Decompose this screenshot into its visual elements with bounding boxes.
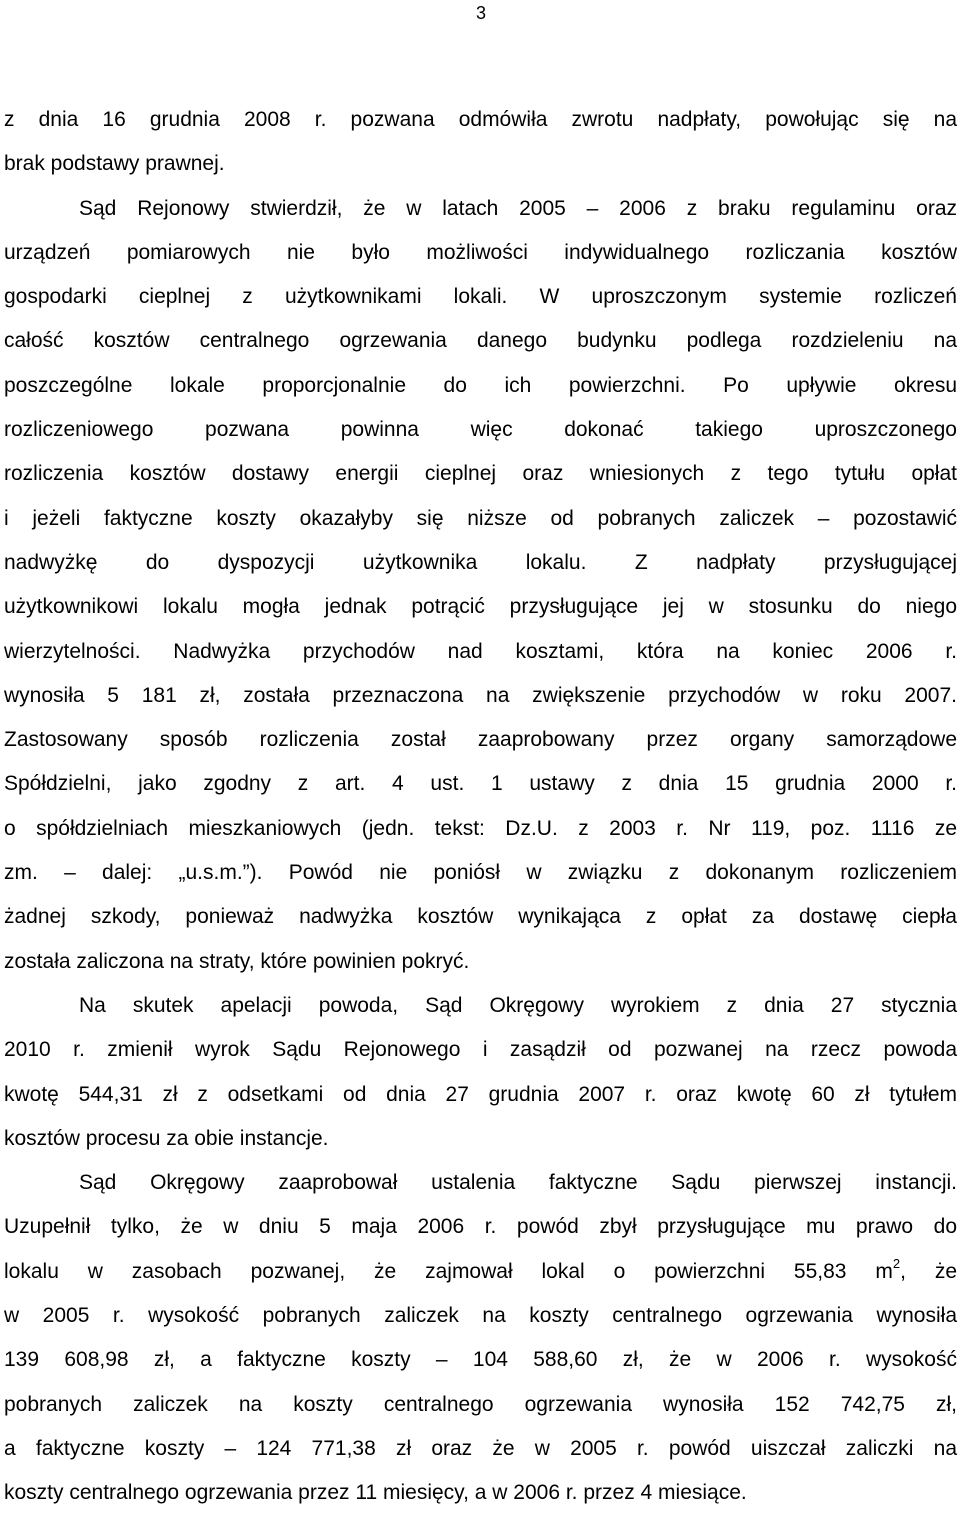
text-line: i jeżeli faktyczne koszty okazałyby się niższe od pobranych zaliczek – pozostawić <box>4 506 957 530</box>
text-line: pobranych zaliczek na koszty centralnego ogrzewania wynosiła 152 742,75 zł, <box>4 1392 957 1416</box>
text-line: gospodarki cieplnej z użytkownikami lokali. W uproszczonym systemie rozliczeń <box>4 285 957 309</box>
text-line: rozliczenia kosztów dostawy energii cieplnej oraz wniesionych z tego tytułu opłat <box>4 462 957 486</box>
text-line: Zastosowany sposób rozliczenia został zaaprobowany przez organy samorządowe <box>4 728 957 752</box>
text-line: poszczególne lokale proporcjonalnie do ich powierzchni. Po upływie okresu <box>4 373 957 397</box>
text-line: wynosiła 5 181 zł, została przeznaczona na zwiększenie przychodów w roku 2007. <box>4 683 957 707</box>
text-line: 139 608,98 zł, a faktyczne koszty – 104 588,60 zł, że w 2006 r. wysokość <box>4 1348 957 1372</box>
paragraph <box>4 1161 957 1515</box>
text-line: żadnej szkody, ponieważ nadwyżka kosztów wynikająca z opłat za dostawę ciepła <box>4 905 957 929</box>
text-line: zm. – dalej: „u.s.m.”). Powód nie poniósł w związku z dokonanym rozliczeniem <box>4 861 957 885</box>
text-line: wierzytelności. Nadwyżka przychodów nad kosztami, która na koniec 2006 r. <box>4 639 957 663</box>
text-line: Sąd Rejonowy stwierdził, że w latach 2005 – 2006 z braku regulaminu oraz <box>79 196 957 220</box>
text-line: koszty centralnego ogrzewania przez 11 miesięcy, a w 2006 r. przez 4 miesiące. <box>4 1481 747 1505</box>
text-line: nadwyżkę do dyspozycji użytkownika lokalu. Z nadpłaty przysługującej <box>4 550 957 574</box>
text-line: urządzeń pomiarowych nie było możliwości indywidualnego rozliczania kosztów <box>4 240 957 264</box>
text-segment: , że <box>900 1259 957 1283</box>
text-line: brak podstawy prawnej. <box>4 152 225 176</box>
document-body <box>4 98 957 1516</box>
text-line: z dnia 16 grudnia 2008 r. pozwana odmówiła zwrotu nadpłaty, powołując się na <box>4 108 957 131</box>
text-segment: lokalu w zasobach pozwanej, że zajmował lokal o powierzchni 55,83 m <box>4 1259 893 1283</box>
text-line <box>4 1250 957 1294</box>
text-line: kwotę 544,31 zł z odsetkami od dnia 27 grudnia 2007 r. oraz kwotę 60 zł tytułem <box>4 1082 957 1106</box>
text-line: o spółdzielniach mieszkaniowych (jedn. tekst: Dz.U. z 2003 r. Nr 119, poz. 1116 ze <box>4 816 957 840</box>
text-line: rozliczeniowego pozwana powinna więc dokonać takiego uproszczonego <box>4 418 957 442</box>
text-line: Spółdzielni, jako zgodny z art. 4 ust. 1 ustawy z dnia 15 grudnia 2000 r. <box>4 772 957 796</box>
paragraph <box>4 984 957 1161</box>
text-line: użytkownikowi lokalu mogła jednak potrącić przysługujące jej w stosunku do niego <box>4 595 957 619</box>
text-line: całość kosztów centralnego ogrzewania danego budynku podlega rozdzieleniu na <box>4 329 957 353</box>
paragraph <box>4 98 957 187</box>
text-line: Sąd Okręgowy zaaprobował ustalenia faktyczne Sądu pierwszej instancji. <box>79 1171 957 1195</box>
text-line: a faktyczne koszty – 124 771,38 zł oraz że w 2005 r. powód uiszczał zaliczki na <box>4 1436 957 1460</box>
text-line: Uzupełnił tylko, że w dniu 5 maja 2006 r. powód zbył przysługujące mu prawo do <box>4 1215 957 1239</box>
text-line: 2010 r. zmienił wyrok Sądu Rejonowego i zasądził od pozwanej na rzecz powoda <box>4 1038 957 1062</box>
text-line: została zaliczona na straty, które powinien pokryć. <box>4 949 470 973</box>
text-line: w 2005 r. wysokość pobranych zaliczek na koszty centralnego ogrzewania wynosiła <box>4 1304 957 1328</box>
text-line: kosztów procesu za obie instancje. <box>4 1126 329 1150</box>
text-line: Na skutek apelacji powoda, Sąd Okręgowy wyrokiem z dnia 27 stycznia <box>79 993 957 1017</box>
page-number: 3 <box>475 3 486 23</box>
superscript: 2 <box>892 1255 901 1271</box>
paragraph <box>4 187 957 984</box>
